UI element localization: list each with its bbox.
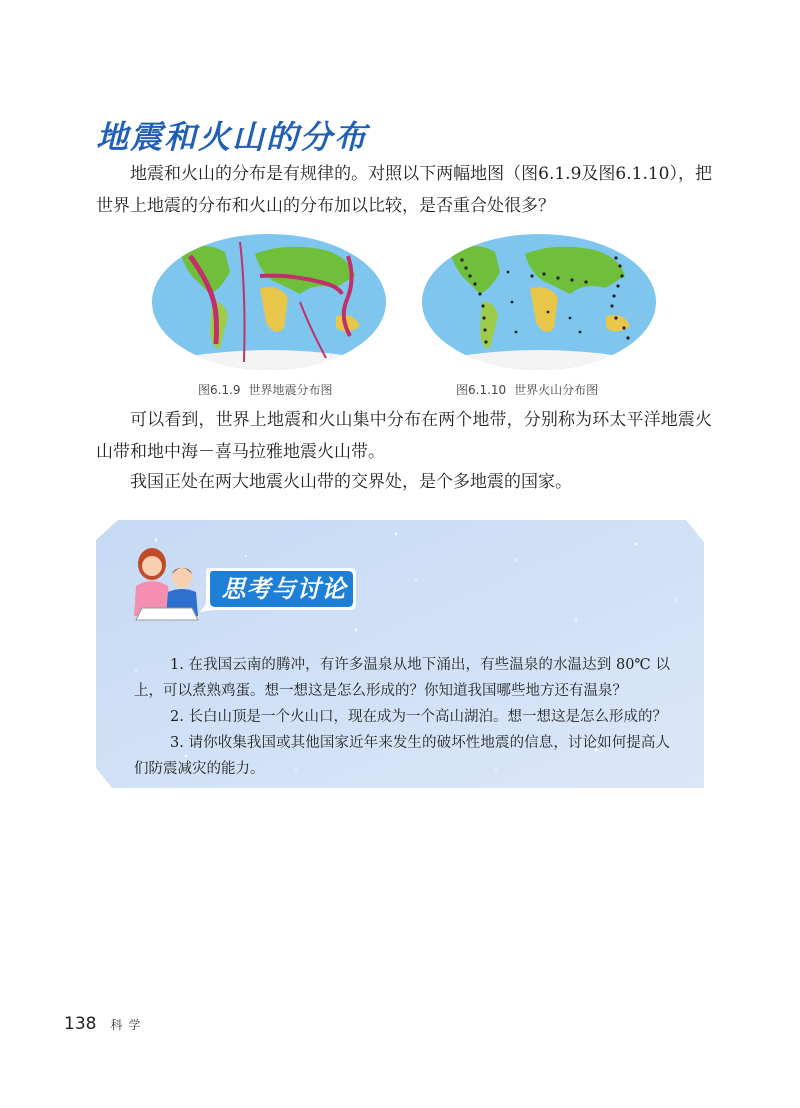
conclusion-paragraph: 可以看到，世界上地震和火山集中分布在两个地带，分别称为环太平洋地震火山带和地中海－喜马拉雅地震火山带。 [96, 410, 712, 462]
question-item: 1. 在我国云南的腾冲，有许多温泉从地下涌出，有些温泉的水温达到 80℃ 以上，可以煮熟鸡蛋。想一想这是怎么形成的？你知道我国哪些地方还有温泉？ [134, 657, 670, 699]
figure-number: 图6.1.9 [198, 383, 241, 397]
teacher-student-illustration [132, 546, 202, 624]
discussion-heading: 思考与讨论 [221, 575, 347, 603]
volcano-map [420, 232, 658, 372]
intro-paragraph: 地震和火山的分布是有规律的。对照以下两幅地图（图6.1.9及图6.1.10），把世界上地震的分布和火山的分布加以比较，是否重合处很多？ [96, 164, 712, 216]
question-item: 2. 长白山顶是一个火山口，现在成为一个高山湖泊。想一想这是怎么形成的？ [170, 709, 667, 725]
earthquake-map [150, 232, 388, 372]
page-number: 138 [64, 1014, 97, 1034]
figure-title: 世界火山分布图 [514, 383, 599, 397]
figure-caption-volcano [456, 381, 598, 398]
question-item: 3. 请你收集我国或其他国家近年来发生的破坏性地震的信息，讨论如何提高人们防震减灾的能力。 [134, 735, 670, 777]
china-paragraph: 我国正处在两大地震火山带的交界处，是个多地震的国家。 [130, 472, 572, 492]
page-footer [64, 1014, 146, 1034]
figure-number: 图6.1.10 [456, 383, 507, 397]
discussion-questions [134, 652, 670, 782]
section-title: 地震和火山的分布 [96, 118, 369, 156]
figure-caption-earthquake [198, 381, 333, 398]
subject-label: 科学 [110, 1018, 147, 1032]
figure-title: 世界地震分布图 [248, 383, 333, 397]
